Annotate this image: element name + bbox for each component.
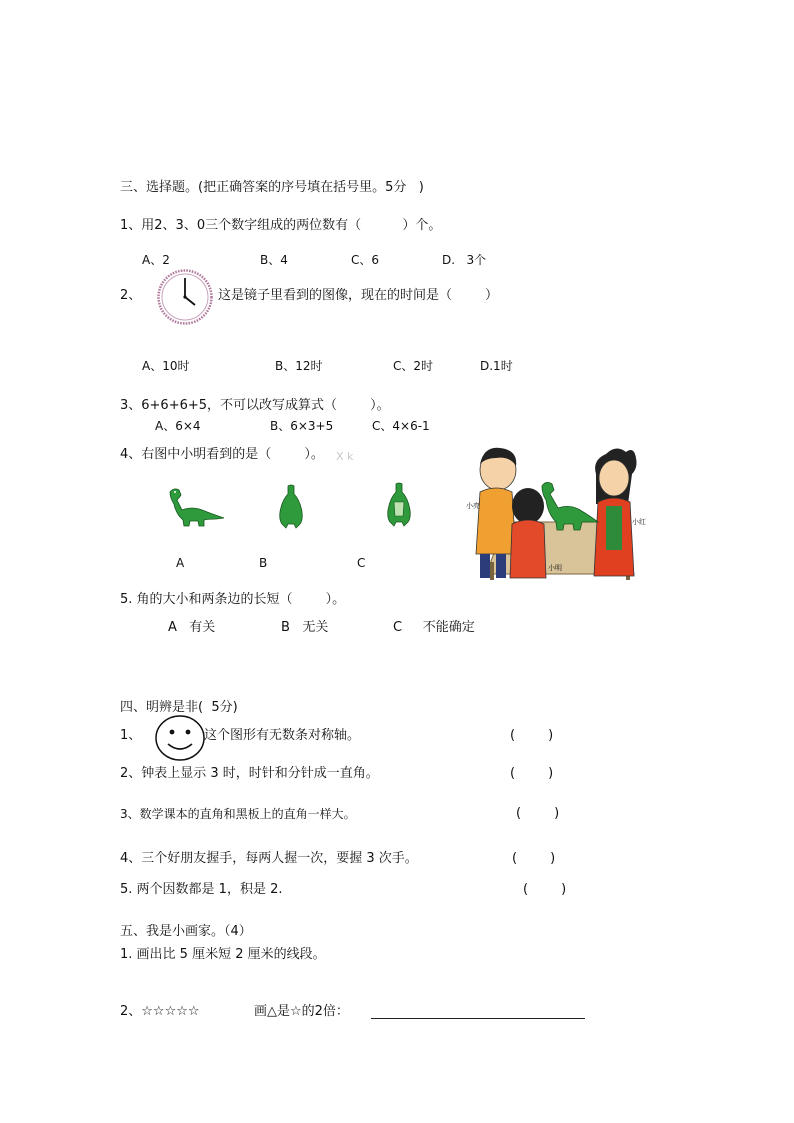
tf1-answer-paren: ( ) [510, 728, 554, 743]
section5-heading: 五、我是小画家。（4） [120, 924, 252, 939]
tf5-text: 5. 两个因数都是 1，积是 2. [120, 882, 283, 897]
q1-option-d: D. 3个 [442, 253, 487, 267]
tf4-answer-paren: ( ) [512, 851, 556, 866]
tf4-text: 4、三个好朋友握手，每两人握一次，要握 3 次手。 [120, 851, 418, 866]
tf2-text: 2、钟表上显示 3 时，时针和分针成一直角。 [120, 766, 379, 781]
q1-option-b: B、4 [260, 253, 288, 267]
q2-option-c: C、2时 [393, 359, 434, 373]
children-table-illustration [466, 444, 646, 582]
q5-option-a: A 有关 [168, 620, 216, 635]
dinosaur-front-view-icon [384, 482, 414, 528]
q1-option-a: A、2 [142, 253, 170, 267]
tf5-answer-paren: ( ) [523, 882, 567, 897]
draw-q2-stars: 2、☆☆☆☆☆ [120, 1004, 200, 1019]
draw-q1-text: 1. 画出比 5 厘米短 2 厘米的线段。 [120, 947, 326, 962]
q1-option-c: C、6 [351, 253, 380, 267]
dinosaur-back-view-icon [276, 484, 306, 530]
q5-text: 5. 角的大小和两条边的长短（ ）。 [120, 592, 346, 607]
tf2-answer-paren: ( ) [510, 766, 554, 781]
label-xiaoliang: 小亮 [466, 502, 480, 510]
q4-option-a: A [176, 556, 185, 570]
q5-option-b: B 无关 [281, 620, 329, 635]
q4-option-b: B [259, 556, 268, 570]
section4-heading: 四、明辨是非( 5分) [120, 700, 238, 715]
dinosaur-side-view-icon [166, 486, 228, 528]
label-xiaohong: 小红 [632, 518, 646, 526]
smiley-face-icon [154, 714, 206, 762]
q1-text: 1、用2、3、0三个数字组成的两位数有（ ）个。 [120, 218, 442, 233]
q4-text: 4、右图中小明看到的是（ ）。 [120, 447, 324, 462]
tf1-text: 这个图形有无数条对称轴。 [204, 728, 361, 743]
tf1-number: 1、 [120, 728, 142, 743]
q4-option-c: C [357, 556, 366, 570]
section3-heading: 三、选择题。(把正确答案的序号填在括号里。5分 ) [120, 180, 424, 195]
watermark: X k [336, 450, 354, 463]
q2-option-d: D.1时 [480, 359, 513, 373]
q3-option-a: A、6×4 [155, 419, 201, 433]
q2-text: 这是镜子里看到的图像，现在的时间是（ ） [218, 288, 499, 303]
tf3-text: 3、数学课本的直角和黑板上的直角一样大。 [120, 807, 356, 821]
tf3-answer-paren: ( ) [516, 806, 560, 821]
q2-option-a: A、10时 [142, 359, 190, 373]
q5-option-c: C 不能确定 [393, 620, 475, 635]
label-xiaoming: 小明 [548, 564, 562, 572]
mirror-clock-icon [156, 268, 214, 326]
q3-option-b: B、6×3+5 [270, 419, 334, 433]
answer-blank-line[interactable] [371, 1018, 585, 1019]
q3-option-c: C、4×6-1 [372, 419, 430, 433]
draw-q2-text: 画△是☆的2倍： [254, 1004, 349, 1019]
q3-text: 3、6+6+6+5，不可以改写成算式（ ）。 [120, 398, 390, 413]
q2-option-b: B、12时 [275, 359, 323, 373]
q2-number: 2、 [120, 288, 142, 303]
